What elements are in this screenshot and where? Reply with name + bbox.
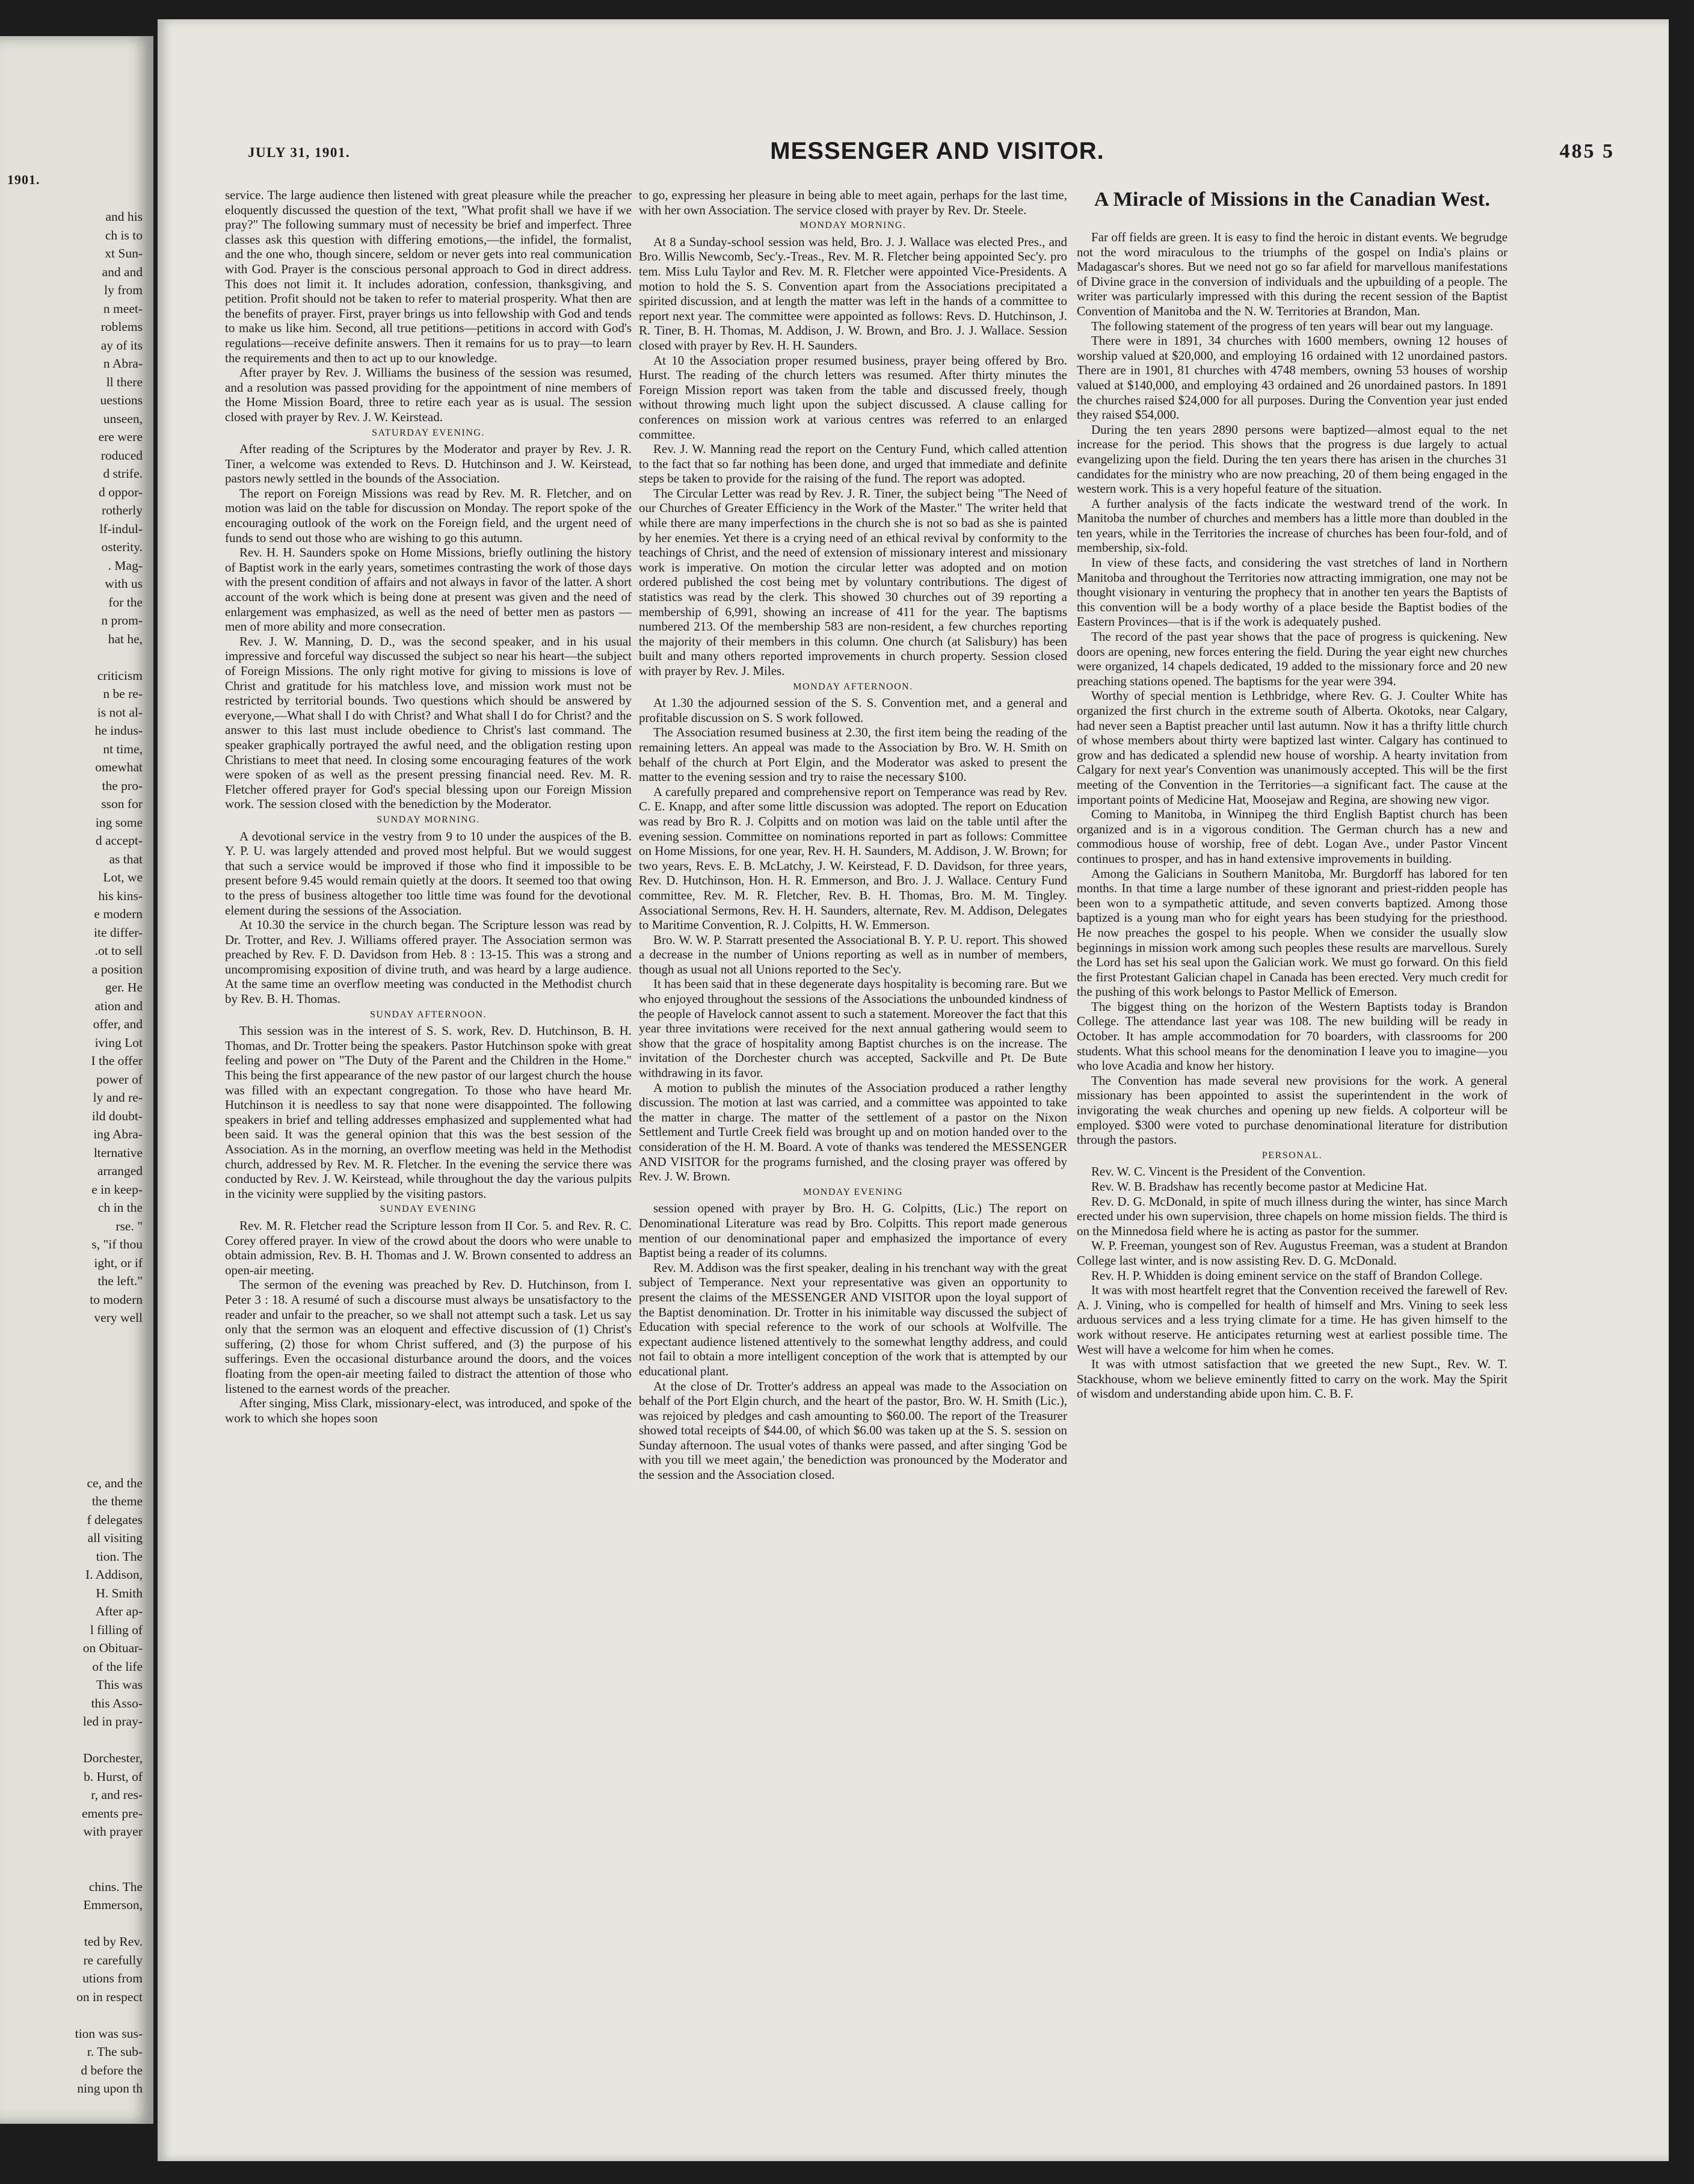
paragraph: A further analysis of the facts indicate the westward trend of the work. In Manitoba the number of churches and members has a little more than doubled in the ten years, while in the Territories the increase of churches has been four-fold, and of membership, six-fold. [1077,496,1508,555]
paragraph: The Circular Letter was read by Rev. J. R. Tiner, the subject being "The Need of our Churches of Greater Efficiency in the Work of the Master." The writer held that while there are many imperfections in the church she is not so bad as she is painted by her enemies. Yet there is a crying need of an ethical revival by conformity to the teachings of Christ, and the need of extension of missionary interest and missionary work is imperative. On motion the circular letter was adopted and on motion ordered published the cost being met by voluntary contributions. The digest of statistics was read by the clerk. This showed 30 churches out of 39 reporting a membership of 6,991, showing an increase of 411 for the year. The baptisms numbered 213. Of the membership 583 are non-resident, a few churches reporting the majority of their members in this column. One church (at Salisbury) has been built and many others reported improvements in church property. Session closed with prayer by Rev. J. Miles. [639,486,1067,678]
facing-page-line: omewhat [95,760,143,774]
paragraph: Rev. W. B. Bradshaw has recently become pastor at Medicine Hat. [1091,1179,1428,1194]
facing-page-line: roduced [100,448,143,463]
facing-page-line: I the offer [91,1053,143,1068]
facing-page-line: as that [109,851,143,866]
facing-page-line: ere were [98,430,143,444]
facing-page-line: on Obituar- [82,1641,143,1655]
page-number: 485 5 [1559,140,1615,162]
newspaper-page [158,19,1669,2161]
facing-page-line: ild doubt- [91,1108,143,1123]
facing-page-line: for the [108,594,143,609]
facing-page-text [10,208,143,2098]
facing-page-line: tion was sus- [75,2026,143,2041]
article-title: A Miracle of Missions in the Canadian West. [1094,188,1491,211]
paragraph: The record of the past year shows that the pace of progress is quickening. New doors are opening, new forces entering the field. During the year eight new churches were organized, 14 chapels dedicated, 19 added to the missionary force and 20 new preaching stations opened. The baptisms for the year were 394. [1077,629,1508,688]
facing-page-line: iving Lot [94,1035,143,1050]
paragraph: Rev. H. H. Saunders spoke on Home Missions, briefly outlining the history of Baptist work in the early years, sometimes contrasting the work of those days with the present condition of affairs and not always in favor of the latter. A short account of the work which is being done at present was given and the need of enlargement was emphasized, as well as the need of better men as pastors —men of more ability and more consecration. [225,545,632,634]
paragraph: Coming to Manitoba, in Winnipeg the third English Baptist church has been organized and is in a vigorous condition. The German church has a new and commodious house of worship, free of debt. Logan Ave., under Pastor Vincent continues to prosper, and has in hand extensive improvements in building. [1077,807,1508,866]
paragraph: After prayer by Rev. J. Williams the business of the session was resumed, and a resolution was passed providing for the appointment of nine members of the Home Mission Board, three to retire each year as is usual. The session closed with prayer by Rev. J. W. Keirstead. [225,365,632,424]
facing-page-line: s, "if thou [91,1237,143,1251]
facing-page-line: uestions [100,393,143,407]
paragraph: Bro. W. W. P. Starratt presented the Associational B. Y. P. U. report. This showed a decrease in the number of Unions reporting as well as in number of members, though as usual not all Unions reported to the Sec'y. [639,932,1067,976]
facing-page-line: ing some [95,815,143,830]
paragraph: Rev. M. R. Fletcher read the Scripture lesson from II Cor. 5. and Rev. R. C. Corey offered prayer. In view of the crowd about the doors who were unable to obtain admission, Rev. B. H. Thomas and J. W. Brown consented to address an open-air meeting. [225,1218,632,1277]
paragraph: A carefully prepared and comprehensive report on Temperance was read by Rev. C. E. Knapp, and after some little discussion was adopted. The report on Education was read by Bro R. J. Colpitts and on motion was laid on the table until after the evening session. Committee on nominations reported in part as follows: Committee on Home Missions, for one year, Rev. H. H. Saunders, M. Addison, J. W. Brown; for two years, Revs. E. B. McLatchy, J. W. Keirstead, F. D. Davidson, for three years, Rev. D. Hutchinson, Hon. H. R. Emmerson, and Bro. J. J. Wallace. Century Fund committee, Rev. M. R. Fletcher, Rev. B. H. Thomas, Bro. M. M. Tingley. Associational Sermons, Rev. H. H. Saunders, alternate, Rev. M. Addison, Delegates to Maritime Convention, R. J. Colpitts, H. W. Emmerson. [639,784,1067,933]
facing-page-line: ch is to [105,227,143,242]
facing-page-line [10,1345,143,1364]
facing-page-line [10,2006,143,2025]
facing-page-line: n prom- [101,613,143,628]
facing-page-line: osterity. [101,540,143,554]
facing-page-line [10,1859,143,1878]
paragraph: At 10.30 the service in the church began. The Scripture lesson was read by Dr. Trotter, and Rev. J. Williams offered prayer. The Association sermon was preached by Rev. F. D. Davidson from Heb. 8 : 13-15. This was a strong and uncompromising exposition of divine truth, and was heard by a large audience. At the same time an overflow meeting was conducted in the Methodist church by Rev. B. H. Thomas. [225,918,632,1007]
section-heading: MONDAY AFTERNOON. [793,681,913,692]
paragraph: The Convention has made several new provisions for the work. A general missionary has been appointed to assist the superintendent in the work of invigorating the weak churches and opening up new fields. A colporteur will be employed. $300 were voted to purchase denominational literature for distribution through the pastors. [1077,1073,1508,1147]
paragraph: The biggest thing on the horizon of the Western Baptists today is Brandon College. The attendance last year was 108. The new building will be ready in October. It has ample accommodation for 70 boarders, with classrooms for 200 students. What this school means for the denomination I leave you to imagine—you who love Acadia and know her history. [1077,999,1508,1073]
paragraph: Rev. W. C. Vincent is the President of the Convention. [1091,1164,1366,1179]
facing-page-line: d before the [81,2062,143,2078]
facing-page-line: offer, and [93,1017,143,1031]
facing-page-line: criticism [97,668,143,683]
paragraph: It was with most heartfelt regret that the Convention received the farewell of Rev. A. J. Vining, who is compelled for health of himself and Mrs. Vining to seek less arduous services and a less trying climate for a time. He has given himself to the work without reserve. He anticipates returning west at earliest possible time. The West will have a welcome for him when he comes. [1077,1283,1508,1357]
section-heading: SATURDAY EVENING. [372,427,485,438]
facing-page-line [10,1914,143,1933]
facing-page-line: is not al- [97,705,143,720]
facing-page-line: tion. The [96,1549,143,1564]
paragraph: Rev. J. W. Manning read the report on the Century Fund, which called attention to the fact that so far nothing has been done, and urged that immediate and definite steps be taken to provide for the raising of the fund. The report was adopted. [639,442,1067,486]
facing-page-line: rse. " [116,1218,143,1233]
facing-page-line [10,1327,143,1346]
paragraph: Far off fields are green. It is easy to find the heroic in distant events. We begrudge not the word miraculous to the triumphs of the gospel on India's plains or Madagascar's shores. But we need not go so far afield for marvellous manifestations of Divine grace in the conversion of individuals and the upbuilding of a people. The writer was particularly impressed with this during the recent session of the Baptist Convention of Manitoba and the N. W. Territories at Brandon, Man. [1077,230,1508,318]
facing-page-line: his kins- [98,888,143,903]
facing-page-line: the left." [97,1274,143,1288]
facing-page-line: ger. He [105,980,143,995]
facing-page-line: re carefully [83,1952,143,1967]
facing-page-line [10,1841,143,1860]
facing-page-line: he indus- [94,723,143,738]
paragraph: The following statement of the progress of ten years will bear out my language. [1091,318,1494,333]
facing-page-line [10,1419,143,1437]
facing-page-line: on in respect [76,1989,143,2004]
paragraph: A motion to publish the minutes of the Association produced a rather lengthy discussion. The motion at last was carried, and a committee was appointed to take the matter in charge. The matter of the settlement of a pastor on the Nixon Settlement and Turtle Creek field was brought up and on motion handed over to the consideration of the H. M. Board. A vote of thanks was tendered the MESSENGER AND VISITOR for the programs furnished, and the closing prayer was offered by Rev. J. W. Brown. [639,1080,1067,1184]
facing-page-line: of the life [92,1659,143,1674]
column-2 [639,188,1067,1482]
facing-page-line: ted by Rev. [84,1934,143,1949]
facing-page-line: n be re- [103,686,143,701]
facing-page-line: led in pray- [82,1714,143,1729]
facing-page-line: ning upon th [77,2081,143,2096]
facing-page-line: chins. The [88,1879,143,1894]
paragraph: Rev. J. W. Manning, D. D., was the second speaker, and in his usual impressive and forceful way discussed the subject so near his heart—the subject of Foreign Missions. The only right motive for giving to missions is love of Christ and gratitude for his matchless love, and mission work must not be restricted by territorial bounds. Two questions which should be answered by everyone,—What shall I do with Christ? and What shall I do for Christ? and the answer to this last must include obedience to Christ's last command. The speaker graphically portrayed the awful need, and the obligation resting upon Christians to meet that need. In closing some encouraging features of the work were spoken of as well as the present pressing financial need. Rev. M. R. Fletcher offered prayer for God's special blessing upon our Foreign Mission work. The session closed with the benediction by the Moderator. [225,634,632,812]
paragraph: There were in 1891, 34 churches with 1600 members, owning 12 houses of worship valued at $20,000, and employing 16 ordained with 12 unordained pastors. There are in 1901, 81 churches with 4748 members, owning 53 houses of worship valued at $140,000, and employing 43 ordained and 26 unordained pastors. In 1891 the churches raised $24,000 for all purposes. During the Convention year just ended they raised $54,000. [1077,333,1508,422]
facing-page-line: the pro- [102,778,143,793]
paragraph: W. P. Freeman, youngest son of Rev. Augustus Freeman, was a student at Brandon College last winter, and is now assisting Rev. D. G. McDonald. [1077,1238,1508,1268]
facing-page-line: hat he, [108,631,143,646]
paragraph: to go, expressing her pleasure in being able to meet again, perhaps for the last time, with her own Association. The service closed with prayer by Rev. Dr. Steele. [639,188,1067,217]
facing-page-line: This was [96,1677,143,1692]
facing-page-line: ch in the [97,1200,143,1215]
paragraph: session opened with prayer by Bro. H. G. Colpitts, (Lic.) The report on Denominational Literature was read by Bro. Colpitts. This report made generous mention of our denominational paper and emphasized the importance of every Baptist being a reader of its columns. [639,1201,1067,1260]
facing-page-line: ce, and the [87,1475,143,1490]
facing-page-line: d strife. [103,466,143,481]
paragraph: After reading of the Scriptures by the Moderator and prayer by Rev. J. R. Tiner, a welcome was extended to Revs. D. Hutchinson and J. W. Keirstead, pastors newly settled in the bounds of the Association. [225,442,632,486]
facing-page-line: and and [102,264,143,279]
facing-page-line: the theme [91,1494,143,1508]
facing-page-line: unseen, [103,411,143,426]
paragraph: Worthy of special mention is Lethbridge, where Rev. G. J. Coulter White has organized the first church in the extreme south of Alberta. Okotoks, near Calgary, had never seen a Baptist preacher until last autumn. Now it has a thrifty little church of whose members about thirty were baptized last winter. Calgary has continued to grow and has dedicated a splendid new house of worship. A hearty invitation from Calgary for next year's Convention was unanimously accepted. This will be the first meeting of the Convention in the Territories—a significant fact. The cause at the important points of Medicine Hat, Moosejaw and Regina, are showing new vigor. [1077,688,1508,807]
facing-page-line: .ot to sell [94,943,143,958]
facing-page-line: rotherly [101,503,143,517]
page-header [248,137,1627,173]
paragraph: This session was in the interest of S. S. work, Rev. D. Hutchinson, B. H. Thomas, and Dr. Trotter being the speakers. Pastor Hutchinson spoke with great feeling and power on "The Duty of the Parent and the Children in the Home." This being the first appearance of the new pastor of our largest church the house was filled with an expectant congregation. To those who have heard Mr. Hutchinson it is needless to say that none were disappointed. The following speakers in brief and telling addresses emphasized and supplemented what had been said. It was the general opinion that this was the best session of the Association. As in the morning, an overflow meeting was held in the Methodist church, addressed by Rev. M. R. Fletcher. In the evening the service there was conducted by Rev. J. W. Keirstead, while throughout the day the various pulpits in the vicinity were supplied by the visiting pastors. [225,1023,632,1201]
facing-page-line: e in keep- [91,1182,143,1197]
facing-page-line: utions from [82,1971,143,1985]
facing-page-line [10,1401,143,1419]
facing-page-line [10,1364,143,1383]
facing-page-line: with prayer [83,1824,143,1839]
paragraph: Rev. H. P. Whidden is doing eminent service on the staff of Brandon College. [1091,1268,1483,1283]
paragraph: At 10 the Association proper resumed business, prayer being offered by Bro. Hurst. The reading of the church letters was resumed. After thirty minutes the Foreign Mission report was taken from the table and discussed freely, though without throwing much light upon the subject discussed. A clause calling for conferences on mission work at various centres was referred to an enlarged committee. [639,353,1067,442]
section-heading: MONDAY EVENING [802,1186,904,1197]
facing-page-line: d accept- [95,833,143,848]
facing-page-line: . Mag- [108,558,143,573]
facing-page-line: l filling of [90,1622,143,1637]
facing-page-line: e modern [94,907,143,921]
facing-page-line: arranged [97,1164,143,1178]
paragraph: During the ten years 2890 persons were baptized—almost equal to the net increase for the period. This shows that the progress is due largely to actual evangelizing upon the field. During the ten years there has arisen in the churches 31 candidates for the ministry who are now preaching, 20 of them being engaged in the western work. This is a very hopeful feature of the situation. [1077,422,1508,496]
facing-page-line: with us [105,576,143,591]
facing-page-line: Lot, we [103,870,143,884]
facing-page-line: and his [105,209,143,224]
facing-page-line: very well [94,1310,143,1325]
paragraph: At 8 a Sunday-school session was held, Bro. J. J. Wallace was elected Pres., and Bro. Willis Newcomb, Sec'y.-Treas., Rev. M. R. Fletcher being appointed Sec'y. pro tem. Miss Lulu Taylor and Rev. M. R. Fletcher were appointed Vice-Presidents. A motion to hold the S. S. Convention apart from the Associations precipitated a spirited discussion, and at length the matter was left in the hands of a committee to report next year. The committee were appointed as follows: Revs. D. Hutchinson, J. R. Tiner, B. H. Thomas, M. Addison, J. W. Brown, and Bro. J. J. Wallace. Session closed with prayer by Rev. H. H. Saunders. [639,234,1067,353]
facing-page-line: b. Hurst, of [84,1769,143,1784]
facing-page-line: a position [91,961,143,976]
paragraph: Among the Galicians in Southern Manitoba, Mr. Burgdorff has labored for ten months. In that time a large number of these ignorant and priest-ridden people has been won to a sympathetic attitude, and seven converts baptized. Among those baptized is a young man who for eight years has been studying for the priesthood. He now preaches the gospel to his people. When we consider the usually slow beginnings in mission work among such peoples these results are marvellous. Surely the Lord has set his seal upon the Galician work. We must go forward. On this field the first Protestant Galician chapel in Canada has been erected. Very much credit for the pushing of this work belongs to Pastor Mellick of Emerson. [1077,866,1508,999]
facing-page-line [10,1382,143,1401]
facing-page-year: 1901. [7,172,40,187]
facing-page-line: nt time, [103,741,143,756]
paragraph: A devotional service in the vestry from 9 to 10 under the auspices of the B. Y. P. U. was largely attended and proved most helpful. But we would suggest that such a service would be improved if those who find it impossible to be present before 9.45 would remain quietly at the doors. It seemed too that owing to the press of business altogether too little time was found for the devotional element during the sessions of the Association. [225,828,632,918]
facing-page-line: this Asso- [91,1695,143,1710]
facing-page-line: ements pre- [82,1806,143,1821]
column-3 [1077,188,1508,1401]
facing-page-line: ll there [106,374,143,389]
facing-page-line [10,1731,143,1750]
facing-page-line: n Abra- [103,356,143,371]
paragraph: The report on Foreign Missions was read by Rev. M. R. Fletcher, and on motion was laid on the table for discussion on Monday. The report spoke of the encouraging outlook of the work on the Foreign field, and the urgent need of funds to send out those who are wishing to go this autumn. [225,486,632,545]
masthead-title: MESSENGER AND VISITOR. [770,138,1104,164]
facing-page-line: d oppor- [98,484,143,499]
paragraph: At 1.30 the adjourned session of the S. S. Convention met, and a general and profitable discussion on S. S work followed. [639,696,1067,725]
section-heading: PERSONAL. [1261,1150,1323,1161]
paragraph: The sermon of the evening was preached by Rev. D. Hutchinson, from I. Peter 3 : 18. A resumé of such a discourse must always be unsatisfactory to the reader and unfair to the preacher, so we shall not attempt such a task. Let us say only that the sermon was an eloquent and effective discussion of (1) Christ's suffering, (2) those for whom Christ suffered, and (3) the purpose of his sufferings. Even the occasional disturbance around the doors, and the voices floating from the open-air meeting failed to distract the attention of those who listened to the earnest words of the preacher. [225,1277,632,1396]
facing-page-line: n meet- [103,301,143,316]
facing-page-line: f delegates [87,1512,143,1527]
facing-page-line: r, and res- [91,1788,143,1802]
facing-page-line [10,648,143,667]
facing-page-line: roblems [100,319,143,334]
paragraph: At the close of Dr. Trotter's address an appeal was made to the Association on behalf of the Port Elgin church, and the heart of the pastor, Bro. W. H. Smith (Lic.), was rejoiced by pledges and cash amounting to $60.00. The report of the Treasurer showed total receipts of $44.00, of which $6.00 was taken up at the S. S. session on Sunday afternoon. The usual votes of thanks were passed, and after singing 'God be with you till we meet again,' the benediction was pronounced by the Moderator and the session and the Association closed. [639,1378,1067,1482]
paragraph: The Association resumed business at 2.30, the first item being the reading of the remaining letters. An appeal was made to the Association by Bro. W. H. Smith on behalf of the church at Port Elgin, and the Moderator was asked to present the matter to the evening session and try to raise the necessary $100. [639,725,1067,785]
facing-page-line: ight, or if [94,1255,143,1270]
facing-page-line [10,1455,143,1474]
paragraph: Rev. D. G. McDonald, in spite of much illness during the winter, has since March erected under his own supervision, three chapels on home mission fields. The third is on the Minnedosa field where he is acting as pastor for the summer. [1077,1194,1508,1238]
facing-page-edge [0,36,153,2124]
paragraph: After singing, Miss Clark, missionary-elect, was introduced, and spoke of the work to which she hopes soon [225,1396,632,1425]
facing-page-line: After ap- [95,1604,143,1618]
facing-page-line: ite differ- [94,925,143,940]
facing-page-line: Dorchester, [83,1751,143,1765]
facing-page-line: ation and [94,998,143,1013]
facing-page-line: H. Smith [96,1585,143,1600]
facing-page-line: I. Addison, [85,1567,143,1582]
paragraph: It was with utmost satisfaction that we greeted the new Supt., Rev. W. T. Stackhouse, whom we believe eminently fitted to carry on the work. May the Spirit of wisdom and understanding abide upon him. C. B. F. [1077,1357,1508,1401]
facing-page-line: Emmerson, [83,1898,143,1912]
facing-page-line: ing Abra- [93,1127,143,1141]
facing-page-line: r. The sub- [87,2044,143,2059]
facing-page-line: ay of its [100,338,143,353]
section-heading: SUNDAY EVENING [380,1204,477,1215]
facing-page-line: ly and re- [93,1090,143,1105]
paragraph: In view of these facts, and considering the vast stretches of land in Northern Manitoba and throughout the Territories now attracting immigration, one may not be thought visionary in venturing the prophecy that in another ten years the Baptists of this convention will be a body worthy of a place beside the Baptist bodies of the Eastern Provinces—that is if the work is adequately pushed. [1077,555,1508,629]
facing-page-line: power of [96,1072,143,1087]
paragraph: service. The large audience then listened with great pleasure while the preacher eloquently discussed the question of the text, "What profit shall we have if we pray?" The following summary must of necessity be brief and imperfect. Three classes ask this question with differing emotions,—the infidel, the formalist, and the one who, though sincere, seldom or never gets into real communication with God. Prayer is the conscious personal approach to God in direct address. This does not limit it. It includes adoration, confession, thanksgiving, and petition. Profit should not be taken to refer to material prosperity. What then are the benefits of prayer. First, prayer brings us into fellowship with God and tends to make us like him. Second, all true petitions—petitions in accord with God's regulations—receive definite answers. Then it remains for us to pray—to learn the requirements and then to act up to our knowledge. [225,188,632,365]
section-heading: MONDAY MORNING. [799,220,907,231]
paragraph: It has been said that in these degenerate days hospitality is becoming rare. But we who enjoyed throughout the sessions of the Associations the unbounded kindness of the people of Havelock cannot assent to such a statement. Moreover the fact that this year three invitations were received for the next annual gathering would seem to show that the grace of hospitality among Baptist churches is on the increase. The invitation of the Dorchester church was accepted, Sackville and Pt. De Bute withdrawing in its favor. [639,976,1068,1081]
facing-page-line [10,1437,143,1456]
facing-page-line: lf-indul- [99,521,143,536]
facing-page-line: lternative [93,1145,143,1160]
facing-page-line: xt Sun- [105,246,143,261]
facing-page-line: to modern [90,1292,143,1307]
facing-page-line: sson for [101,797,143,811]
section-heading: SUNDAY AFTERNOON. [369,1009,487,1020]
facing-page-line: ly from [104,283,143,297]
facing-page-line: all visiting [87,1531,143,1545]
paragraph: Rev. M. Addison was the first speaker, dealing in his trenchant way with the great subject of Temperance. Next your representative was given an opportunity to present the claims of the MESSENGER AND VISITOR upon the loyal support of the Baptist denomination. Dr. Trotter in his inimitable way discussed the subject of Education with special reference to the work of our schools at Wolfville. The expectant audience listened attentively to the somewhat lengthy address, and could not fail to obtain a more intelligent conception of the work that is attempted by our educational plant. [639,1260,1067,1378]
issue-date: JULY 31, 1901. [248,145,351,160]
section-heading: SUNDAY MORNING. [377,814,480,825]
column-1 [225,188,632,1425]
